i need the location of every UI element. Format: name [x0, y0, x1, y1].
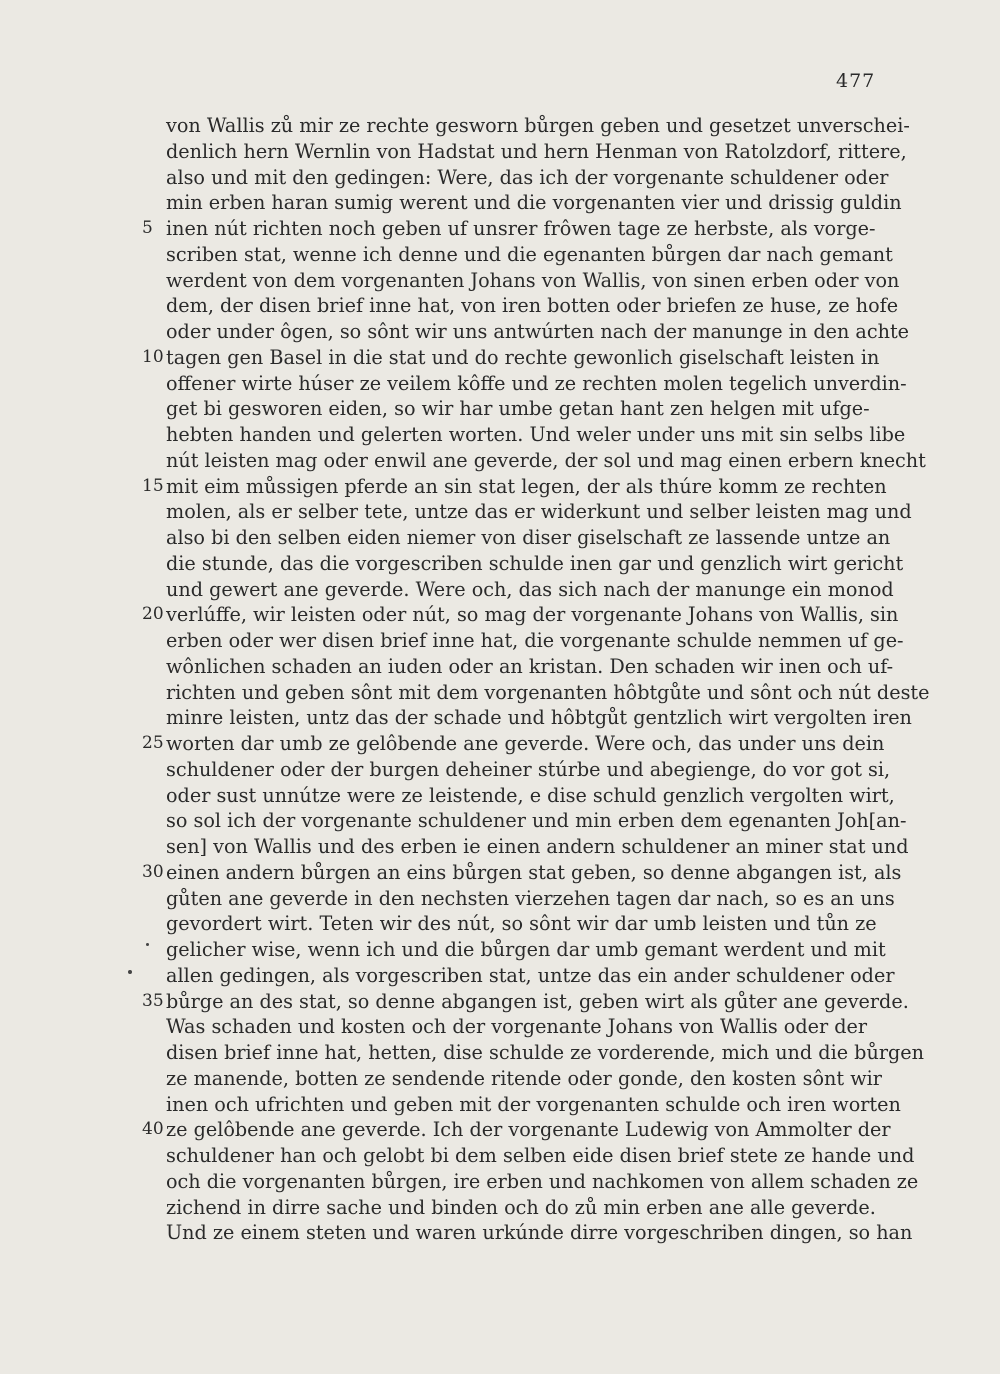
text-line [166, 448, 926, 474]
text-line [166, 165, 889, 191]
text-line [166, 525, 891, 551]
text-line [166, 499, 912, 525]
text-line [142, 989, 909, 1015]
line-text: werdent von dem vorgenanten Johans von Wallis, von sinen erben oder von [166, 268, 900, 292]
text-line [166, 319, 910, 345]
line-text: min erben haran sumig werent und die vorgenanten vier und drissig guldin [166, 191, 902, 215]
line-text: dem, der disen brief inne hat, von iren botten oder briefen ze huse, ze hofe [166, 294, 899, 318]
line-number: 40 [142, 1119, 164, 1140]
text-line [166, 757, 891, 783]
line-number: 15 [142, 475, 164, 496]
line-text: molen, als er selber tete, untze das er widerkunt und selber leisten mag und [166, 500, 912, 524]
ink-spot [128, 970, 132, 974]
text-line [166, 242, 893, 268]
line-text: allen gedingen, als vorgescriben stat, untze das ein ander schuldener oder [166, 963, 895, 987]
text-line [142, 860, 902, 886]
line-text: erben oder wer disen brief inne hat, die vorgenante schulde nemmen uf ge- [166, 629, 904, 652]
text-line [166, 1066, 882, 1092]
line-text: denlich hern Wernlin von Hadstat und hern Henman von Ratolzdorf, rittere, [166, 139, 907, 163]
line-text: wônlichen schaden an iuden oder an kristan. Den schaden wir inen och uf- [166, 654, 894, 678]
text-line [166, 577, 894, 603]
text-line [142, 731, 885, 757]
line-text: gelicher wise, wenn ich und die bůrgen dar umb gemant werdent und mit [166, 938, 886, 961]
text-line [166, 937, 886, 963]
text-line [166, 886, 895, 912]
text-line [166, 654, 894, 680]
body-text [142, 113, 930, 1246]
line-text: oder under ôgen, so sônt wir uns antwúrten nach der manunge in den achte [166, 320, 910, 343]
line-text: zichend in dirre sache und binden och do zů min erben ane alle geverde. [166, 1195, 876, 1219]
line-text: nút leisten mag oder enwil ane geverde, der sol und mag einen erbern knecht [166, 448, 926, 472]
text-line [166, 808, 907, 834]
line-text: gevordert wirt. Teten wir des nút, so sônt wir dar umb leisten und tůn ze [166, 912, 877, 936]
line-text: get bi gesworen eiden, so wir har umbe getan hant zen helgen mit ufge- [166, 397, 870, 421]
text-line [166, 1014, 868, 1040]
line-text: disen brief inne hat, hetten, dise schulde ze vorderende, mich und die bůrgen [166, 1041, 924, 1064]
line-text: richten und geben sônt mit dem vorgenanten hôbtgůte und sônt och nút deste [166, 680, 930, 704]
line-text: inen och ufrichten und geben mit der vorgenanten schulde och iren worten [166, 1092, 901, 1116]
text-line [166, 834, 909, 860]
line-text: also bi den selben eiden niemer von diser giselschaft ze lassende untze an [166, 526, 891, 549]
line-text: Und ze einem steten und waren urkúnde dirre vorgeschriben dingen, so han [166, 1221, 913, 1245]
text-line [166, 293, 899, 319]
line-text: minre leisten, untz das der schade und hôbtgůt gentzlich wirt vergolten iren [166, 706, 912, 730]
line-text: inen nút richten noch geben uf unsrer frôwen tage ze herbste, als vorge- [166, 217, 876, 240]
text-line [166, 963, 895, 989]
line-text: worten dar umb ze gelôbende ane geverde. Were och, das under uns dein [166, 732, 885, 755]
text-line [166, 190, 902, 216]
text-line [166, 1092, 901, 1118]
line-number: 25 [142, 733, 164, 753]
text-line [166, 113, 910, 139]
line-text: oder sust unnútze were ze leistende, e dise schuld genzlich vergolten wirt, [166, 783, 895, 807]
line-text: ze gelôbende ane geverde. Ich der vorgenante Ludewig von Ammolter der [166, 1118, 891, 1142]
page-number: 477 [836, 70, 876, 92]
line-number: 20 [142, 604, 164, 625]
text-line [166, 551, 904, 577]
line-text: ze manende, botten ze sendende ritende oder gonde, den kosten sônt wir [166, 1066, 882, 1090]
text-line [166, 911, 877, 937]
text-line [166, 371, 907, 397]
text-line [166, 628, 904, 654]
text-line [166, 422, 906, 448]
line-text: scriben stat, wenne ich denne und die egenanten bůrgen dar nach gemant [166, 242, 893, 266]
text-line [166, 139, 907, 165]
text-line [166, 1220, 913, 1246]
text-line [166, 1040, 924, 1066]
text-line [166, 705, 912, 731]
text-line [166, 396, 870, 422]
line-text: von Wallis zů mir ze rechte gesworn bůrgen geben und gesetzet unverschei- [166, 114, 910, 137]
line-text: und gewert ane geverde. Were och, das sich nach der manunge ein monod [166, 577, 894, 601]
line-text: hebten handen und gelerten worten. Und weler under uns mit sin selbs libe [166, 423, 906, 446]
line-text: einen andern bůrgen an eins bůrgen stat geben, so denne abgangen ist, als [166, 860, 902, 884]
ink-spot [146, 943, 149, 946]
line-text: tagen gen Basel in die stat und do rechte gewonlich giselschaft leisten in [166, 345, 880, 369]
line-text: bůrge an des stat, so denne abgangen ist, geben wirt als gůter ane geverde. [166, 989, 909, 1013]
line-text: schuldener oder der burgen deheiner stúrbe und abegienge, do vor got si, [166, 757, 891, 781]
line-text: gůten ane geverde in den nechsten vierzehen tagen dar nach, so es an uns [166, 886, 895, 910]
line-text: schuldener han och gelobt bi dem selben eide disen brief stete ze hande und [166, 1144, 915, 1167]
line-text: mit eim můssigen pferde an sin stat legen, der als thúre komm ze rechten [166, 474, 887, 498]
line-number: 5 [142, 218, 153, 238]
line-text: sen] von Wallis und des erben ie einen andern schuldener an miner stat und [166, 835, 909, 858]
text-line [166, 783, 895, 809]
text-line [142, 216, 876, 242]
text-line [142, 602, 899, 628]
text-line [166, 268, 900, 294]
line-text: verlúffe, wir leisten oder nút, so mag der vorgenante Johans von Wallis, sin [166, 603, 899, 627]
line-number: 10 [142, 346, 164, 367]
text-line [142, 474, 887, 500]
line-text: offener wirte húser ze veilem kôffe und ze rechten molen tegelich unverdin- [166, 371, 907, 395]
text-line [166, 1169, 919, 1195]
line-number: 35 [142, 990, 164, 1011]
text-line [166, 680, 930, 706]
line-text: die stunde, das die vorgescriben schulde inen gar und genzlich wirt gericht [166, 551, 904, 575]
line-text: so sol ich der vorgenante schuldener und min erben dem egenanten Joh[an- [166, 809, 907, 833]
text-line [142, 1117, 891, 1143]
line-text: also und mit den gedingen: Were, das ich der vorgenante schuldener oder [166, 165, 889, 189]
text-line [142, 345, 880, 371]
text-line [166, 1195, 876, 1221]
line-text: och die vorgenanten bůrgen, ire erben und nachkomen von allem schaden ze [166, 1169, 919, 1193]
line-text: Was schaden und kosten och der vorgenante Johans von Wallis oder der [166, 1015, 868, 1039]
line-number: 30 [142, 861, 164, 882]
text-line [166, 1143, 915, 1169]
